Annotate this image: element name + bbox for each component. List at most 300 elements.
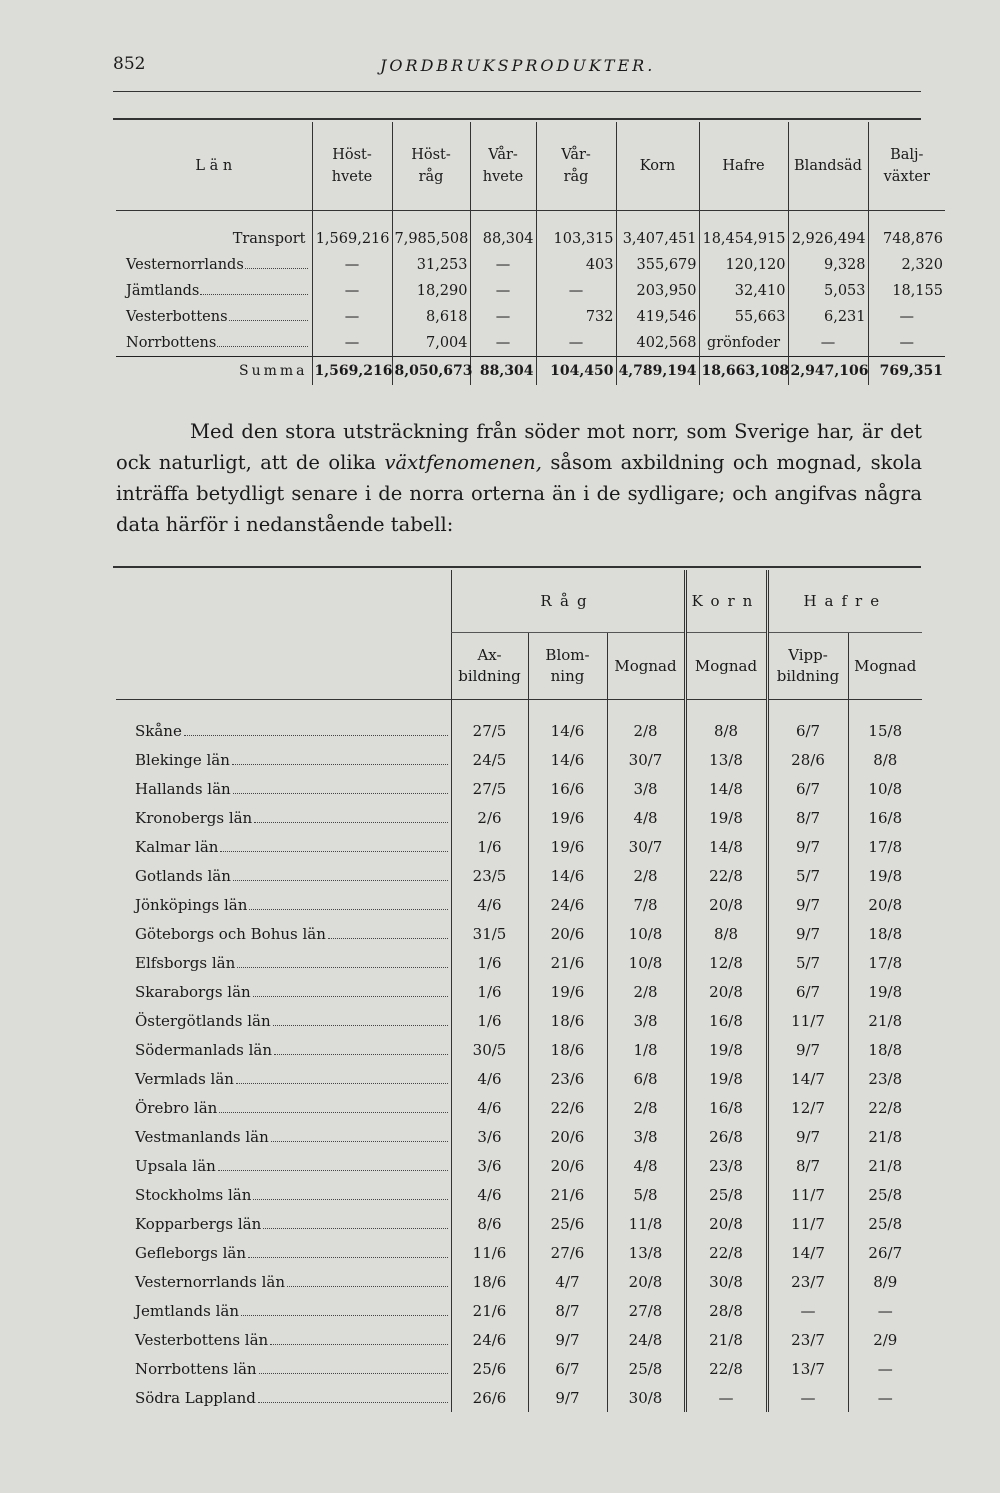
date-cell: 21/8: [685, 1325, 767, 1354]
date-cell: 21/8: [848, 1006, 922, 1035]
date-cell: 5/7: [767, 861, 848, 890]
phenology-table: [116, 570, 922, 1412]
dot-leader: [259, 1373, 448, 1374]
date-cell: 15/8: [848, 716, 922, 745]
date-cell: 8/8: [685, 716, 767, 745]
date-cell: 25/8: [848, 1180, 922, 1209]
province-cell: [116, 1093, 451, 1122]
row-label-cell: [116, 278, 312, 304]
spacer-row: [116, 700, 922, 717]
date-cell: 22/6: [528, 1093, 607, 1122]
date-cell: 8/7: [528, 1296, 607, 1325]
value-cell: —: [470, 252, 536, 278]
value-cell: 7,985,508: [392, 226, 470, 252]
province-cell: [116, 1296, 451, 1325]
value-cell: grönfoder: [699, 330, 788, 357]
date-cell: 25/6: [528, 1209, 607, 1238]
date-cell: 20/8: [685, 977, 767, 1006]
date-cell: —: [767, 1296, 848, 1325]
province-cell: [116, 716, 451, 745]
group-rag: Råg: [451, 570, 685, 633]
phenology-col-header: Mognad: [848, 633, 922, 700]
value-cell: 103,315: [536, 226, 616, 252]
province-cell: [116, 977, 451, 1006]
province-cell: [116, 1180, 451, 1209]
date-cell: 23/6: [528, 1064, 607, 1093]
date-cell: 17/8: [848, 832, 922, 861]
dot-leader: [217, 346, 307, 347]
date-cell: 3/6: [451, 1151, 528, 1180]
province-label-wrap: [135, 867, 450, 885]
dot-leader: [229, 320, 308, 321]
date-cell: 2/6: [451, 803, 528, 832]
province-cell: [116, 1354, 451, 1383]
value-cell: 355,679: [616, 252, 699, 278]
date-cell: 11/6: [451, 1238, 528, 1267]
date-cell: 9/7: [767, 890, 848, 919]
province-label: Östergötlands län: [135, 1011, 271, 1030]
summa-value: 18,663,108: [699, 357, 788, 386]
value-cell: 203,950: [616, 278, 699, 304]
province-label-wrap: [135, 1360, 450, 1378]
value-cell: 2,926,494: [788, 226, 868, 252]
dot-leader: [200, 294, 307, 295]
province-label: Jönköpings län: [135, 895, 248, 914]
value-cell: 7,004: [392, 330, 470, 357]
date-cell: 31/5: [451, 919, 528, 948]
date-cell: 16/8: [848, 803, 922, 832]
date-cell: 8/7: [767, 1151, 848, 1180]
date-cell: 11/7: [767, 1006, 848, 1035]
body-paragraph: [116, 416, 922, 540]
date-cell: 16/6: [528, 774, 607, 803]
province-label-wrap: [135, 1157, 450, 1175]
row-label: Jämtlands: [126, 283, 200, 299]
province-cell: [116, 803, 451, 832]
table-row: [116, 1354, 922, 1383]
table-row: [116, 1035, 922, 1064]
value-cell: —: [868, 304, 945, 330]
date-cell: 8/8: [848, 745, 922, 774]
date-cell: 27/5: [451, 774, 528, 803]
province-label: Göteborgs och Bohus län: [135, 924, 326, 943]
province-cell: [116, 919, 451, 948]
table-row: [116, 1325, 922, 1354]
spacer-cell: [528, 700, 607, 717]
date-cell: 9/7: [767, 832, 848, 861]
date-cell: —: [685, 1383, 767, 1412]
value-cell: 2,320: [868, 252, 945, 278]
date-cell: 20/8: [685, 1209, 767, 1238]
value-cell: 18,290: [392, 278, 470, 304]
dot-leader: [236, 1083, 448, 1084]
date-cell: 9/7: [528, 1383, 607, 1412]
harvest-table-header: [116, 122, 945, 211]
date-cell: 19/8: [685, 803, 767, 832]
date-cell: 9/7: [528, 1325, 607, 1354]
table-row: [116, 330, 945, 357]
date-cell: 20/6: [528, 919, 607, 948]
value-cell: —: [312, 330, 392, 357]
spacer-cell: [536, 211, 616, 227]
province-label-wrap: [135, 1099, 450, 1117]
dot-leader: [232, 764, 448, 765]
date-cell: 23/8: [848, 1064, 922, 1093]
dot-leader: [287, 1286, 447, 1287]
province-label-wrap: [135, 751, 450, 769]
date-cell: 20/6: [528, 1151, 607, 1180]
dot-leader: [271, 1141, 448, 1142]
spacer-cell: [470, 211, 536, 227]
summa-value: 88,304: [470, 357, 536, 386]
province-label: Vesternorrlands län: [135, 1272, 286, 1291]
value-cell: —: [312, 304, 392, 330]
dot-leader: [258, 1402, 448, 1403]
date-cell: 24/6: [528, 890, 607, 919]
date-cell: 22/8: [685, 1238, 767, 1267]
province-label-wrap: [135, 809, 450, 827]
date-cell: 4/7: [528, 1267, 607, 1296]
date-cell: 3/8: [607, 774, 685, 803]
province-cell: [116, 1238, 451, 1267]
harvest-col-header: Höst- råg: [392, 122, 470, 211]
value-cell: —: [788, 330, 868, 357]
date-cell: 18/6: [528, 1035, 607, 1064]
harvest-col-header: Vår- hvete: [470, 122, 536, 211]
date-cell: 28/8: [685, 1296, 767, 1325]
value-cell: 32,410: [699, 278, 788, 304]
date-cell: 24/6: [451, 1325, 528, 1354]
table-row: [116, 861, 922, 890]
date-cell: 18/8: [848, 919, 922, 948]
value-cell: —: [470, 278, 536, 304]
value-cell: —: [536, 330, 616, 357]
date-cell: 21/6: [528, 1180, 607, 1209]
date-cell: 16/8: [685, 1006, 767, 1035]
table-row: [116, 745, 922, 774]
province-label-wrap: [135, 1244, 450, 1262]
table2-top-rule: [113, 566, 921, 568]
date-cell: 20/8: [848, 890, 922, 919]
date-cell: 19/8: [848, 861, 922, 890]
date-cell: 13/7: [767, 1354, 848, 1383]
row-label-cell: [116, 330, 312, 357]
phenology-col-header: Mognad: [685, 633, 767, 700]
spacer-cell: [788, 211, 868, 227]
province-cell: [116, 774, 451, 803]
dot-leader: [233, 793, 448, 794]
province-label: Stockholms län: [135, 1185, 252, 1204]
province-label-wrap: [135, 1331, 450, 1349]
group-korn: Korn: [685, 570, 767, 633]
province-label-wrap: [135, 722, 450, 740]
value-cell: —: [312, 252, 392, 278]
date-cell: 25/8: [848, 1209, 922, 1238]
date-cell: 25/6: [451, 1354, 528, 1383]
province-label-wrap: [135, 1070, 450, 1088]
table-row: [116, 1006, 922, 1035]
table-row: [116, 1267, 922, 1296]
spacer-cell: [451, 700, 528, 717]
date-cell: 22/8: [848, 1093, 922, 1122]
summa-value: 4,789,194: [616, 357, 699, 386]
province-label: Gefleborgs län: [135, 1243, 247, 1262]
table-row: [116, 1209, 922, 1238]
province-label: Kopparbergs län: [135, 1214, 262, 1233]
date-cell: 10/8: [607, 919, 685, 948]
value-cell: —: [312, 278, 392, 304]
dot-leader: [254, 822, 447, 823]
row-label: Vesternorrlands: [126, 257, 244, 273]
date-cell: 5/7: [767, 948, 848, 977]
province-cell: [116, 890, 451, 919]
row-label-wrap: [126, 335, 310, 351]
table-row: [116, 890, 922, 919]
value-cell: 5,053: [788, 278, 868, 304]
date-cell: 14/8: [685, 832, 767, 861]
date-cell: 12/8: [685, 948, 767, 977]
date-cell: 4/8: [607, 803, 685, 832]
date-cell: 9/7: [767, 1035, 848, 1064]
group-hafre: Hafre: [767, 570, 922, 633]
table-row: [116, 948, 922, 977]
value-cell: 419,546: [616, 304, 699, 330]
value-cell: 18,155: [868, 278, 945, 304]
date-cell: 6/7: [767, 716, 848, 745]
row-label: Vesterbottens: [126, 309, 228, 325]
province-label-wrap: [135, 838, 450, 856]
date-cell: 1/6: [451, 948, 528, 977]
date-cell: 19/8: [685, 1064, 767, 1093]
province-label-wrap: [135, 1186, 450, 1204]
date-cell: 1/6: [451, 832, 528, 861]
date-cell: 8/9: [848, 1267, 922, 1296]
dot-leader: [249, 909, 447, 910]
phenology-col-header: Ax- bildning: [451, 633, 528, 700]
date-cell: 13/8: [685, 745, 767, 774]
dot-leader: [253, 996, 448, 997]
province-label: Gotlands län: [135, 866, 231, 885]
province-label: Jemtlands län: [135, 1301, 240, 1320]
date-cell: 19/8: [685, 1035, 767, 1064]
date-cell: 19/8: [848, 977, 922, 1006]
date-cell: 16/8: [685, 1093, 767, 1122]
phenology-col-header: Mognad: [607, 633, 685, 700]
dot-leader: [241, 1315, 447, 1316]
date-cell: 2/8: [607, 977, 685, 1006]
province-label-wrap: [135, 780, 450, 798]
table-row: [116, 774, 922, 803]
dot-leader: [233, 880, 448, 881]
province-label: Blekinge län: [135, 750, 230, 769]
summa-value: 104,450: [536, 357, 616, 386]
date-cell: 3/8: [607, 1122, 685, 1151]
date-cell: 27/6: [528, 1238, 607, 1267]
dot-leader: [274, 1054, 448, 1055]
table-row: [116, 803, 922, 832]
province-cell: [116, 832, 451, 861]
province-label-wrap: [135, 1273, 450, 1291]
table-row: [116, 278, 945, 304]
province-label-wrap: [135, 954, 450, 972]
spacer-cell: [607, 700, 685, 717]
date-cell: 23/7: [767, 1325, 848, 1354]
province-label: Kronobergs län: [135, 808, 253, 827]
province-cell: [116, 1383, 451, 1412]
table-row: [116, 1151, 922, 1180]
date-cell: 18/6: [528, 1006, 607, 1035]
date-cell: 4/6: [451, 1093, 528, 1122]
summa-value: 769,351: [868, 357, 945, 386]
date-cell: 19/6: [528, 803, 607, 832]
paragraph-text-2: såsom axbildning och mognad, skola inträffa betydligt senare i de norra orterna än i de sydligare; och angifvas några data härför i nedanstående tabell:: [116, 451, 922, 536]
date-cell: 2/8: [607, 861, 685, 890]
value-cell: —: [536, 278, 616, 304]
date-cell: 27/5: [451, 716, 528, 745]
date-cell: 4/8: [607, 1151, 685, 1180]
province-label: Hallands län: [135, 779, 231, 798]
province-label: Skaraborgs län: [135, 982, 251, 1001]
paragraph-text-1: Med den stora utsträckning från söder mot norr, som Sverige har, är det ock naturligt, att de olika: [116, 420, 922, 474]
province-label: Upsala län: [135, 1156, 216, 1175]
date-cell: 17/8: [848, 948, 922, 977]
province-label-wrap: [135, 1302, 450, 1320]
date-cell: 20/8: [685, 890, 767, 919]
date-cell: 5/8: [607, 1180, 685, 1209]
date-cell: 4/6: [451, 1180, 528, 1209]
value-cell: 6,231: [788, 304, 868, 330]
value-cell: 8,618: [392, 304, 470, 330]
province-label: Vestmanlands län: [135, 1127, 269, 1146]
table-row: [116, 716, 922, 745]
dot-leader: [219, 1112, 447, 1113]
spacer-cell: [868, 211, 945, 227]
date-cell: 2/8: [607, 716, 685, 745]
date-cell: 6/8: [607, 1064, 685, 1093]
date-cell: 6/7: [767, 977, 848, 1006]
harvest-col-header: Korn: [616, 122, 699, 211]
province-cell: [116, 1006, 451, 1035]
phenology-group-header: [116, 570, 922, 633]
spacer-cell: [767, 700, 848, 717]
date-cell: 8/8: [685, 919, 767, 948]
date-cell: —: [848, 1354, 922, 1383]
date-cell: 11/7: [767, 1180, 848, 1209]
table-row: [116, 1093, 922, 1122]
value-cell: 732: [536, 304, 616, 330]
value-cell: —: [868, 330, 945, 357]
date-cell: 23/7: [767, 1267, 848, 1296]
province-label-wrap: [135, 896, 450, 914]
table-row: [116, 1238, 922, 1267]
dot-leader: [218, 1170, 448, 1171]
date-cell: 20/6: [528, 1122, 607, 1151]
date-cell: 7/8: [607, 890, 685, 919]
dot-leader: [220, 851, 447, 852]
table1-top-rule: [113, 118, 921, 120]
row-label-cell: [116, 304, 312, 330]
spacer-cell: [848, 700, 922, 717]
harvest-col-header: Vår- råg: [536, 122, 616, 211]
date-cell: 8/6: [451, 1209, 528, 1238]
date-cell: 30/7: [607, 745, 685, 774]
date-cell: 27/8: [607, 1296, 685, 1325]
province-cell: [116, 1151, 451, 1180]
date-cell: 11/7: [767, 1209, 848, 1238]
phenology-corner: [116, 570, 451, 700]
row-label-cell: [116, 252, 312, 278]
header-rule: [113, 91, 921, 92]
row-label-wrap: [126, 257, 310, 273]
date-cell: 2/9: [848, 1325, 922, 1354]
table-row: [116, 1064, 922, 1093]
table-row: [116, 252, 945, 278]
date-cell: 9/7: [767, 1122, 848, 1151]
table-row: [116, 226, 945, 252]
date-cell: 23/5: [451, 861, 528, 890]
date-cell: 24/8: [607, 1325, 685, 1354]
province-cell: [116, 948, 451, 977]
value-cell: 3,407,451: [616, 226, 699, 252]
spacer-cell: [699, 211, 788, 227]
date-cell: 3/8: [607, 1006, 685, 1035]
date-cell: 21/6: [451, 1296, 528, 1325]
value-cell: 9,328: [788, 252, 868, 278]
date-cell: 14/7: [767, 1238, 848, 1267]
province-label-wrap: [135, 925, 450, 943]
date-cell: 19/6: [528, 977, 607, 1006]
date-cell: 30/7: [607, 832, 685, 861]
summa-row: [116, 357, 945, 386]
value-cell: —: [470, 330, 536, 357]
province-label: Norrbottens län: [135, 1359, 257, 1378]
province-cell: [116, 1267, 451, 1296]
date-cell: 24/5: [451, 745, 528, 774]
value-cell: —: [470, 304, 536, 330]
date-cell: 21/6: [528, 948, 607, 977]
date-cell: 9/7: [767, 919, 848, 948]
province-label-wrap: [135, 1128, 450, 1146]
province-label: Vesterbottens län: [135, 1330, 269, 1349]
date-cell: 3/6: [451, 1122, 528, 1151]
province-label-wrap: [135, 1389, 450, 1407]
dot-leader: [245, 268, 308, 269]
province-cell: [116, 1064, 451, 1093]
table-row: [116, 919, 922, 948]
value-cell: 1,569,216: [312, 226, 392, 252]
date-cell: 10/8: [848, 774, 922, 803]
province-cell: [116, 1325, 451, 1354]
row-label: Norrbottens: [126, 335, 217, 351]
table-row: [116, 1296, 922, 1325]
dot-leader: [248, 1257, 447, 1258]
province-label: Örebro län: [135, 1098, 218, 1117]
value-cell: 748,876: [868, 226, 945, 252]
date-cell: 30/8: [685, 1267, 767, 1296]
province-label: Södermanlads län: [135, 1040, 272, 1059]
date-cell: 13/8: [607, 1238, 685, 1267]
date-cell: —: [848, 1383, 922, 1412]
running-title: JORDBRUKSPRODUKTER.: [380, 56, 656, 75]
date-cell: 20/8: [607, 1267, 685, 1296]
date-cell: 30/8: [607, 1383, 685, 1412]
summa-label: Summa: [116, 357, 312, 386]
date-cell: 26/7: [848, 1238, 922, 1267]
table-row: [116, 832, 922, 861]
date-cell: 23/8: [685, 1151, 767, 1180]
date-cell: 18/8: [848, 1035, 922, 1064]
spacer-cell: [116, 700, 451, 717]
